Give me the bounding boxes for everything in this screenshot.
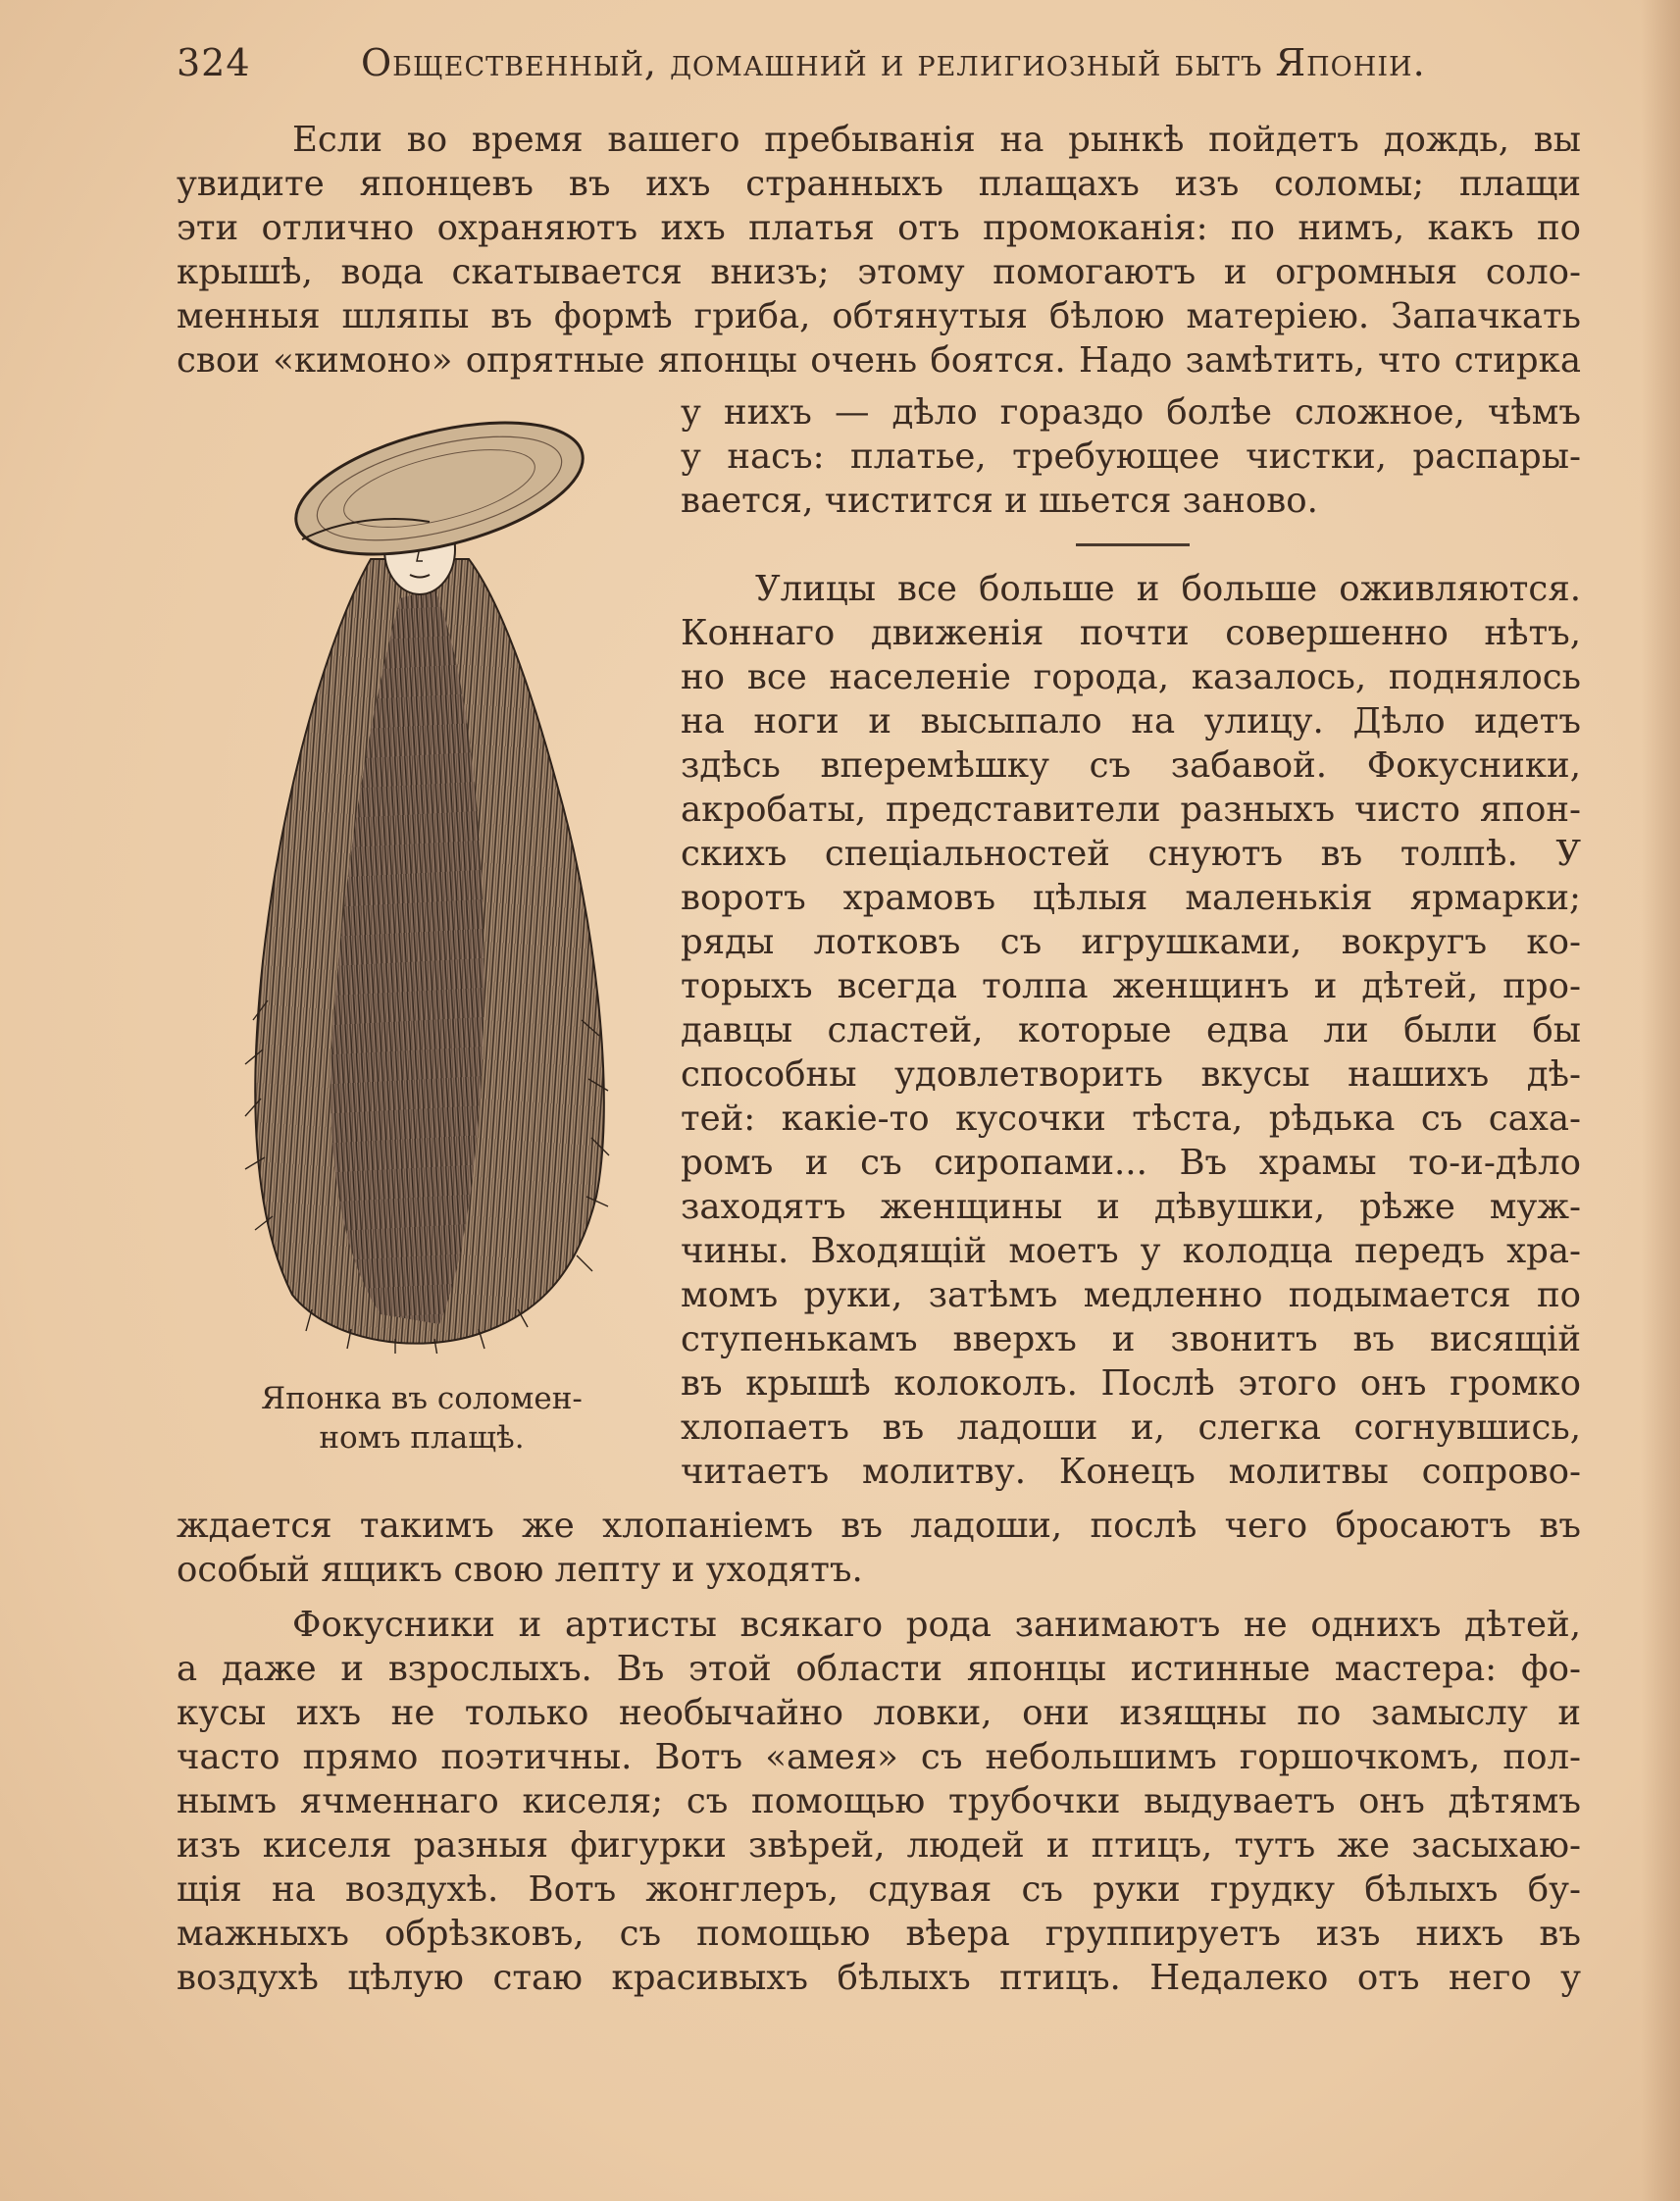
text-line: но все населеніе города, казалось, поднялось (681, 657, 1581, 697)
text-line: давцы сластей, которые едва ли были бы (681, 1010, 1581, 1050)
text-line: скихъ спеціальностей снуютъ въ толпѣ. У (681, 834, 1581, 874)
text-line: особый ящикъ свою лепту и уходятъ. (177, 1550, 863, 1590)
text-line: въ крышѣ колоколъ. Послѣ этого онъ громко (681, 1363, 1581, 1404)
text-line: нымъ ячменнаго киселя; съ помощью трубочки выдуваетъ онъ дѣтямъ (177, 1781, 1581, 1821)
text-line: способны удовлетворить вкусы нашихъ дѣ- (681, 1054, 1581, 1095)
text-line: мажныхъ обрѣзковъ, съ помощью вѣера группируетъ изъ нихъ въ (177, 1914, 1581, 1954)
page-header (177, 41, 1426, 96)
text-line: ждается такимъ же хлопаніемъ въ ладоши, послѣ чего бросаютъ въ (177, 1506, 1581, 1546)
paragraph-1 (177, 118, 1581, 383)
text-line: увидите японцевъ въ ихъ странныхъ плащахъ изъ соломы; плащи (177, 164, 1581, 204)
section-separator (1076, 543, 1190, 546)
text-line: свои «кимоно» опрятные японцы очень боятся. Надо замѣтить, что стирка (177, 340, 1581, 381)
illustration-woman-straw-cloak (224, 412, 626, 1354)
text-line: чины. Входящій моетъ у колодца передъ хра- (681, 1231, 1581, 1271)
text-line: у насъ: платье, требующее чистки, распары- (681, 436, 1581, 477)
text-line: кусы ихъ не только необычайно ловки, они изящны по замыслу и (177, 1693, 1581, 1733)
text-line: Если во время вашего пребыванія на рынкѣ пойдетъ дождь, вы (292, 120, 1581, 160)
figure-caption (206, 1379, 637, 1458)
text-line: момъ руки, затѣмъ медленно подымается по (681, 1275, 1581, 1315)
engraving-image (224, 412, 626, 1354)
page-edge-shadow (1641, 0, 1680, 2201)
text-line: вается, чистится и шьется заново. (681, 481, 1318, 521)
text-line: эти отлично охраняютъ ихъ платья отъ промоканія: по нимъ, какъ по (177, 208, 1581, 248)
text-line: тей: какіе-то кусочки тѣста, рѣдька съ саха- (681, 1099, 1581, 1139)
text-line: менныя шляпы въ формѣ гриба, обтянутыя бѣлою матеріею. Запачкать (177, 296, 1581, 336)
text-line: воротъ храмовъ цѣлыя маленькія ярмарки; (681, 878, 1581, 918)
caption-line: Японка въ соломен- (261, 1381, 583, 1416)
text-line: торыхъ всегда толпа женщинъ и дѣтей, про- (681, 966, 1581, 1006)
text-line: Коннаго движенія почти совершенно нѣтъ, (681, 613, 1581, 653)
text-line: читаетъ молитву. Конецъ молитвы сопрово- (681, 1452, 1581, 1492)
text-line: акробаты, представители разныхъ чисто япон- (681, 790, 1581, 830)
text-line: изъ киселя разныя фигурки звѣрей, людей и птицъ, тутъ же засыхаю- (177, 1825, 1581, 1866)
text-line: воздухѣ цѣлую стаю красивыхъ бѣлыхъ птицъ. Недалеко отъ него у (177, 1958, 1581, 1998)
caption-line: номъ плащѣ. (319, 1420, 525, 1456)
text-line: ромъ и съ сиропами... Въ храмы то-и-дѣло (681, 1143, 1581, 1183)
text-line: ступенькамъ вверхъ и звонитъ въ висящій (681, 1319, 1581, 1359)
text-line: часто прямо поэтичны. Вотъ «амея» съ небольшимъ горшочкомъ, пол- (177, 1737, 1581, 1777)
paragraph-3 (177, 1603, 1581, 2000)
text-line: Фокусники и артисты всякаго рода занимаютъ не однихъ дѣтей, (292, 1605, 1581, 1645)
text-line: на ноги и высыпало на улицу. Дѣло идетъ (681, 701, 1581, 742)
paragraph-1-continued (681, 390, 1581, 523)
text-line: у нихъ — дѣло гораздо болѣе сложное, чѣмъ (681, 392, 1581, 433)
running-title: Общественный, домашний и религиозный бытъ Японіи. (361, 41, 1426, 84)
text-line: хлопаетъ въ ладоши и, слегка согнувшись, (681, 1408, 1581, 1448)
text-line: заходятъ женщины и дѣвушки, рѣже муж- (681, 1187, 1581, 1227)
text-line: а даже и взрослыхъ. Въ этой области японцы истинные мастера: фо- (177, 1649, 1581, 1689)
text-line: ряды лотковъ съ игрушками, вокругъ ко- (681, 922, 1581, 962)
text-line: здѣсь вперемѣшку съ забавой. Фокусники, (681, 745, 1581, 786)
paragraph-2 (681, 567, 1581, 1494)
paragraph-2-continued (177, 1504, 1581, 1592)
page-number: 324 (177, 41, 251, 84)
text-line: Улицы все больше и больше оживляются. (755, 569, 1581, 609)
text-line: щія на воздухѣ. Вотъ жонглеръ, сдувая съ руки грудку бѣлыхъ бу- (177, 1869, 1581, 1910)
text-line: крышѣ, вода скатывается внизъ; этому помогаютъ и огромныя соло- (177, 252, 1581, 292)
